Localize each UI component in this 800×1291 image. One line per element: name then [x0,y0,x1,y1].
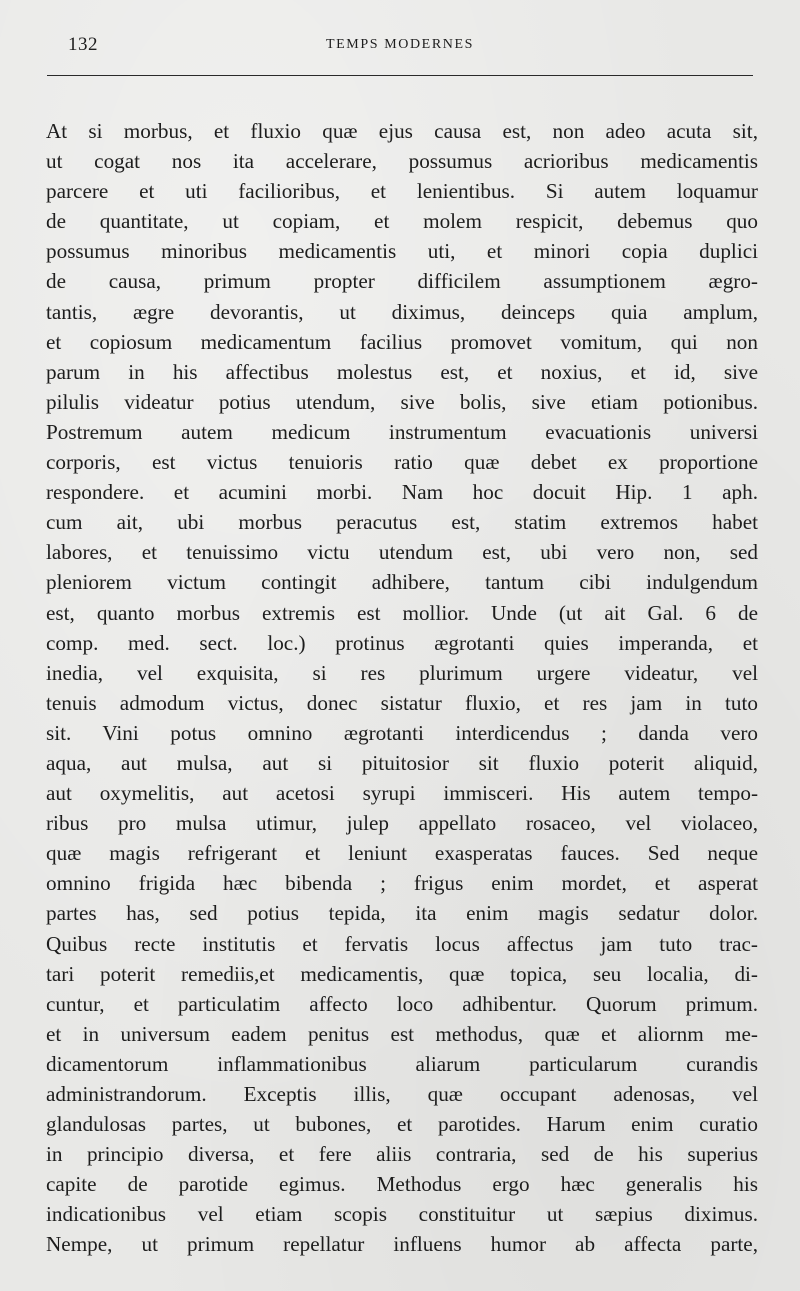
text-line: corporis, est victus tenuioris ratio quæ debet ex proportione [46,450,758,475]
text-line: de quantitate, ut copiam, et molem respicit, debemus quo [46,209,758,234]
text-line: aut oxymelitis, aut acetosi syrupi immisceri. His autem tempo- [46,781,758,806]
text-line: labores, et tenuissimo victu utendum est, ubi vero non, sed [46,540,758,565]
text-line: ribus pro mulsa utimur, julep appellato rosaceo, vel violaceo, [46,811,758,836]
text-line: pilulis videatur potius utendum, sive bolis, sive etiam potionibus. [46,389,758,414]
text-line: quæ magis refrigerant et leniunt exasperatas fauces. Sed neque [46,841,758,866]
text-line: cum ait, ubi morbus peracutus est, statim extremos habet [46,510,758,535]
text-line: est, quanto morbus extremis est mollior. Unde (ut ait Gal. 6 de [46,600,758,625]
text-line: administrandorum. Exceptis illis, quæ occupant adenosas, vel [46,1082,758,1106]
text-line: tari poterit remediis,et medicamentis, quæ topica, seu localia, di- [46,961,758,986]
text-line: de causa, primum propter difficilem assumptionem ægro- [46,269,758,294]
text-line: dicamentorum inflammationibus aliarum particularum curandis [46,1051,758,1076]
text-line: omnino frigida hæc bibenda ; frigus enim mordet, et asperat [46,871,758,896]
text-line: partes has, sed potius tepida, ita enim magis sedatur dolor. [46,901,758,926]
text-line: in principio diversa, et fere aliis contraria, sed de his superius [46,1142,758,1167]
text-line: At si morbus, et fluxio quæ ejus causa est, non adeo acuta sit, [46,119,758,143]
running-head [47,34,753,60]
text-line: indicationibus vel etiam scopis constituitur ut sæpius diximus. [46,1202,758,1227]
text-line: comp. med. sect. loc.) protinus ægrotanti quies imperanda, et [46,630,758,655]
text-line: parum in his affectibus molestus est, et noxius, et id, sive [46,359,758,384]
text-line: parcere et uti facilioribus, et lenientibus. Si autem loquamur [46,179,758,204]
text-line: ut cogat nos ita accelerare, possumus acrioribus medicamentis [46,149,758,174]
running-title: TEMPS MODERNES [325,37,475,52]
header-rule [47,75,753,76]
page-number: 132 [68,34,98,55]
text-line: tenuis admodum victus, donec sistatur fluxio, et res jam in tuto [46,690,758,715]
text-line: pleniorem victum contingit adhibere, tantum cibi indulgendum [46,570,758,595]
text-line: et copiosum medicamentum facilius promovet vomitum, qui non [46,329,758,354]
text-line: et in universum eadem penitus est methodus, quæ et aliornm me- [46,1021,758,1046]
text-line: Nempe, ut primum repellatur influens humor ab affecta parte, [46,1232,758,1257]
text-line: inedia, vel exquisita, si res plurimum urgere videatur, vel [46,660,758,685]
text-line: sit. Vini potus omnino ægrotanti interdicendus ; danda vero [46,720,758,745]
text-line: capite de parotide egimus. Methodus ergo hæc generalis his [46,1172,758,1197]
text-line: aqua, aut mulsa, aut si pituitosior sit fluxio poterit aliquid, [46,750,758,775]
text-line: respondere. et acumini morbi. Nam hoc docuit Hip. 1 aph. [46,480,758,505]
body-text [46,116,758,1260]
text-line: Quibus recte institutis et fervatis locus affectus jam tuto trac- [46,931,758,956]
text-line: tantis, ægre devorantis, ut diximus, deinceps quia amplum, [46,299,758,324]
text-line: glandulosas partes, ut bubones, et parotides. Harum enim curatio [46,1112,758,1137]
text-line: possumus minoribus medicamentis uti, et minori copia duplici [46,239,758,264]
text-line: Postremum autem medicum instrumentum evacuationis universi [46,419,758,444]
text-line: cuntur, et particulatim affecto loco adhibentur. Quorum primum. [46,991,758,1016]
